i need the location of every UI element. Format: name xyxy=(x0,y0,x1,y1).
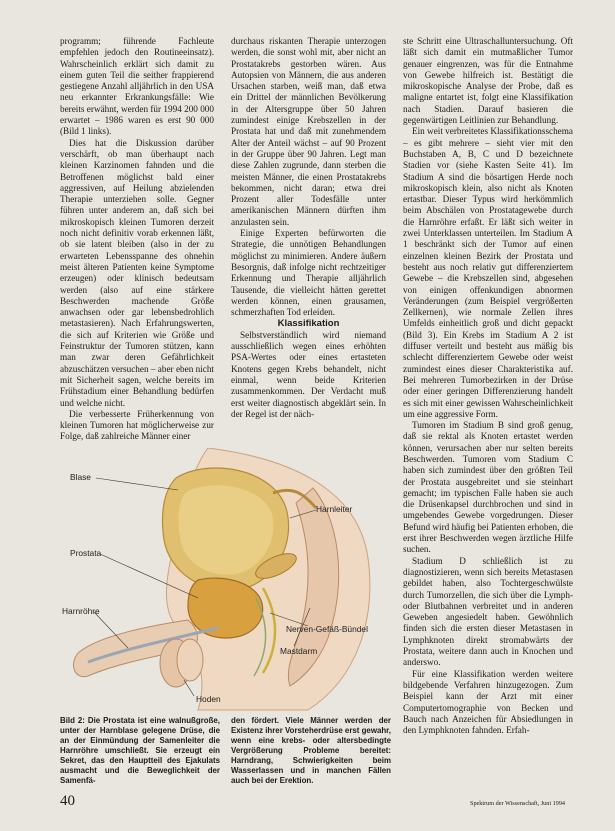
paragraph: ste Schritt eine Ultraschalluntersuchung. Oft läßt sich damit ein mutmaßlicher Tumor genauer eingrenzen, was für die Entnahme von Gewebe hilfreich ist. Bestätigt die mikroskopische Analyse der Probe, daß es maligne entartet ist, folgt eine Klassifikation nach Stadien. Darauf basieren die gegenwärtigen Leitlinien zur Behandlung. xyxy=(403,36,573,126)
figure-caption-right: den fördert. Viele Männer werden der Existenz ihrer Vorsteherdrüse erst gewahr, wenn eine krebs- oder altersbedingte Vergrößerung Probleme bereitet: Harndrang, Schwierigkeiten beim Wasserlassen und in manchen Fällen auch bei der Erektion. xyxy=(231,716,391,785)
paragraph: Selbstverständlich wird niemand ausschließlich wegen eines erhöhten PSA-Wertes oder eines ertasteten Knotens gegen Krebs behandelt, nicht einmal, wenn beide Kriterien zusammenkommen. Der Verdacht muß erst weiter diagnostisch abgeklärt sein. In der Regel ist der näch- xyxy=(231,329,386,419)
label-hoden: Hoden xyxy=(196,694,221,704)
label-prostata: Prostata xyxy=(70,548,102,558)
text-column-3 xyxy=(403,36,573,778)
footer-source: Spektrum der Wissenschaft, Juni 1994 xyxy=(470,800,566,807)
label-harnroehre: Harnröhre xyxy=(62,606,100,616)
label-nerven-gefaess-buendel: Nerven-Gefäß-Bündel xyxy=(286,624,368,634)
paragraph: programm; führende Fachleute empfehlen jedoch den Routineeinsatz). Wahrscheinlich erklärt sich damit zu einem guten Teil die seither frappierend gestiegene Anzahl alljährlich in den USA neu erkannter Erkrankungsfälle: Wie bereits erwähnt, werden für 1994 200 000 erwartet – 1986 waren es erst 90 000 (Bild 1 links). xyxy=(60,36,214,137)
paragraph: Ein weit verbreitetes Klassifikationsschema – es gibt mehrere – sieht vier mit den Buchstaben A, B, C und D bezeichnete Stadien vor (siehe Kasten Seite 41). Im Stadium A sind die bösartigen Herde noch mikroskopisch klein, also nicht als Knoten ertastbar. Dieser Typus wird herkömmlich beim Abschälen von Prostatagewebe durch die Harnröhre erfaßt. Er läßt sich weiter in zwei Unterklassen unterteilen. Im Stadium A 1 beschränkt sich der Tumor auf einen einzelnen kleinen Bezirk der Prostata und besteht aus noch relativ gut differenziertem Gewebe – die Krebszellen sind, abgesehen von einigen offenkundigen abnormen Veränderungen (zum Beispiel vergrößerten Zellkernen), wie normale Zellen ihres Umfelds einheitlich groß und dicht gepackt (Bild 3). Ein Krebs im Stadium A 2 ist diffuser verteilt und besteht aus mäßig bis schlecht differenziertem Gewebe oder weist zumindest eines dieser Charakteristika auf. Bei mehreren Tumorbezirken in der Drüse oder einer geringen Differenzierung handelt es sich mit einer gewissen Wahrscheinlichkeit um eine aggressive Form. xyxy=(403,126,573,419)
paragraph: Stadium D schließlich ist zu diagnostizieren, wenn sich bereits Metastasen gebildet haben, also Tochtergeschwülste durch Tumorzellen, die sich über die Lymph- oder Blutbahnen verbreitet und in anderen Geweben angesiedelt haben. Gewöhnlich finden sich die ersten dieser Metastasen in Lymphknoten direkt stromabwärts der Prostata, weitere dann auch in Knochen und anderswo. xyxy=(403,555,573,668)
page-number: 40 xyxy=(60,793,75,809)
label-mastdarm: Mastdarm xyxy=(280,646,318,656)
text-column-2 xyxy=(231,36,386,474)
text-column-1 xyxy=(60,36,214,444)
label-harnleiter: Harnleiter xyxy=(316,504,353,514)
paragraph: Tumoren im Stadium B sind groß genug, daß sie rektal als Knoten ertastet werden können, verursachen aber nur selten bereits Beschwerden. Tumoren vom Stadium C haben sich zumindest über den größten Teil der Prostata ausgebreitet und sie steinhart gemacht; im typischen Falle haben sie auch die Drüsenkapsel durchbrochen und sind in umgebendes Gewebe vorgedrungen. Dieser Befund wird häufig bei Patienten erhoben, die erst ihrer Beschwerden wegen ärztliche Hilfe suchen. xyxy=(403,420,573,555)
paragraph: durchaus riskanten Therapie unterzogen werden, die sonst wohl mit, aber nicht an Prostatakrebs gestorben wären. Aus Autopsien von Männern, die aus anderen Ursachen starben, weiß man, daß etwa ein Drittel der männlichen Bevölkerung in der Altersgruppe über 50 Jahren zumindest einige Krebszellen in der Prostata hat und daß mit zunehmendem Alter der Anteil wächst – auf 90 Prozent in der Gruppe über 90 Jahren. Legt man diese Zahlen zugrunde, dann sterben die meisten Männer, die einen Prostatakrebs bekommen, nicht daran; etwa drei Prozent aller Todesfälle unter amerikanischen Männern dürften ihm anzulasten sein. xyxy=(231,36,386,227)
paragraph: Die verbesserte Früherkennung von kleinen Tumoren hat möglicherweise zur Folge, daß zahlreiche Männer einer xyxy=(60,408,214,442)
label-blase: Blase xyxy=(70,472,91,482)
paragraph: Einige Experten befürworten die Strategie, die unnötigen Behandlungen möglichst zu minimieren. Andere äußern Besorgnis, daß infolge nicht rechtzeitiger Erkennung und Therapie alljährlich Tausende, die vielleicht hätten gerettet werden können, einen grausamen, schmerzhaften Tod erleiden. xyxy=(231,228,386,318)
pointer-blase xyxy=(96,478,178,490)
pointer-hoden xyxy=(184,680,194,696)
figure-caption-left: Bild 2: Die Prostata ist eine walnußgroße, unter der Harnblase gelegene Drüse, die an der Einmündung der Samenleiter die Harnröhre umschließt. Sie erzeugt ein Sekret, das den Hauptteil des Ejakulats ausmacht und die Beweglichkeit der Samenfä- xyxy=(60,716,220,785)
testis-shape xyxy=(177,639,203,681)
section-heading: Klassifikation xyxy=(277,318,340,330)
anatomy-illustration xyxy=(58,448,388,712)
anatomy-figure xyxy=(58,448,388,712)
paragraph: Für eine Klassifikation werden weitere bildgebende Verfahren hinzugezogen. Zum Beispiel kann der Arzt mit einer Computertomographie von Becken und Bauch nach Anzeichen für Absiedlungen in den Lymphknoten fahnden. Erfah- xyxy=(403,668,573,736)
paragraph: Dies hat die Diskussion darüber verschärft, ob man überhaupt nach kleinen Karzinomen fahnden und die Betroffenen möglichst bald einer aggressiven, auf Heilung abzielenden Therapie unterziehen solle. Gegner führen unter anderem an, daß sich bei mikroskopisch kleinen Tumoren derzeit noch nicht definitiv vorab erkennen läßt, ob sie latent bleiben (also in der zu erwarteten Lebensspanne des ohnehin meist älteren Patienten keine Symptome erzeugen) oder klinisch bedeutsam werden (also auf eine stärkere Beschwerden machende Größe anwachsen oder gar lebensbedrohlich metastasieren). Nach Erfahrungswerten, die sich auf Kriterien wie Größe und Feinstruktur der Tumoren stützen, kann man zwar deren Gefährlichkeit abzuschätzen versuchen – aber eben nicht mit Sicherheit sagen, welche bereits im Frühstadium einer Behandlung bedürfen und welche nicht. xyxy=(60,137,214,408)
